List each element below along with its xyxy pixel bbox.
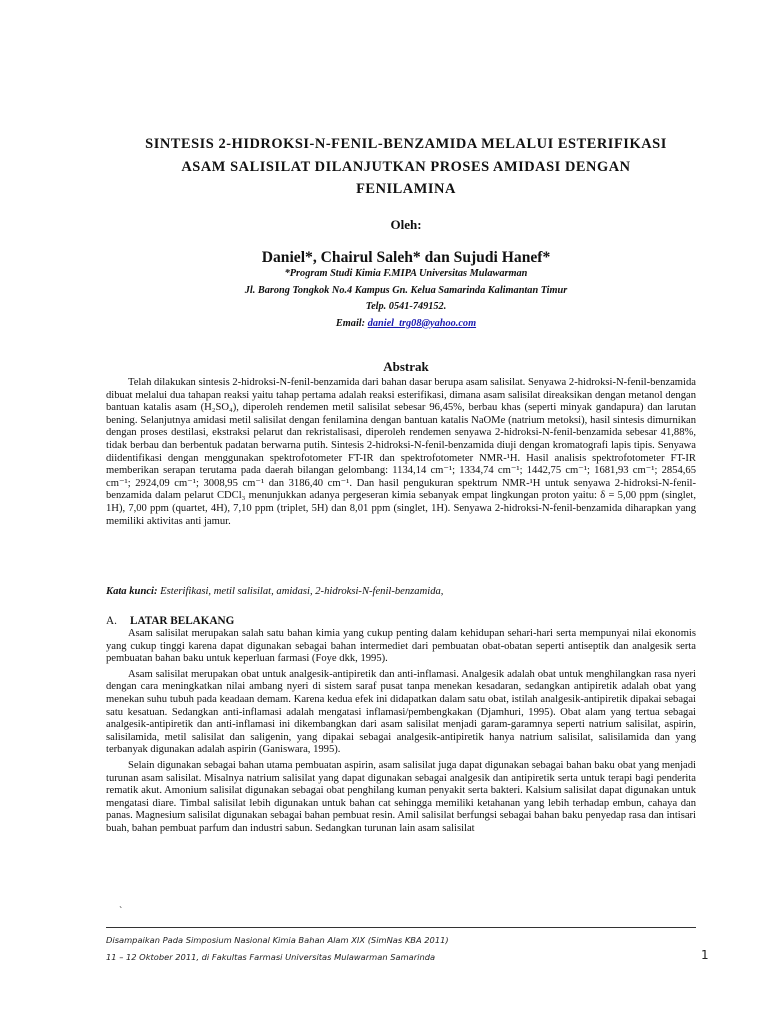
abstract-text: Telah dilakukan sintesis 2-hidroksi-N-fenil-benzamida dari bahan dasar berupa asam salisilat. Senyawa 2-hidroksi-N-fenil-benzamida dibuat melalui dua tahapan reaksi yaitu tahap pertama adalah reaksi esterifikasi, dimana asam salisilat direaksikan dengan metanol dengan bantuan katalis asam (H₂SO₄), diperoleh rendemen metil salisilat sebesar 96,45%, berbau khas (seperti minyak gandapura) dan larutan bening. Selanjutnya amidasi metil salisilat dengan fenilamina dengan bantuan katalis NaOMe (natrium metoksi), hasil sintesis dimurnikan dengan proses destilasi, ekstraksi pelarut dan rekristalisasi, diperoleh rendemen senyawa 2-hidroksi-N-fenil-benzamida sebesar 41,88%, tidak berbau dan berbentuk padatan berwarna putih. Sintesis 2-hidroksi-N-fenil-benzamida diuji dengan kromatografi lapis tipis. Senyawa diidentifikasi dengan menggunakan spektrofotometer FT-IR dan spektrofotometer NMR-¹H. Hasil analisis spektrofotometer FT-IR memberikan serapan terutama pada daerah bilangan gelombang: 1134,14 cm⁻¹; 1334,74 cm⁻¹; 1442,75 cm⁻¹; 1681,93 cm⁻¹; 2854,65 cm⁻¹; 2924,09 cm⁻¹; 3008,95 cm⁻¹ dan 3186,40 cm⁻¹. Dan hasil pengukuran spektrum NMR-¹H untuk senyawa 2-hidroksi-N-fenil-benzamida dalam pelarut CDCl₃ menunjukkan adanya pergeseran kimia sebanyak empat lingkungan proton yaitu: δ = 5,00 ppm (singlet, 1H), 7,00 ppm (quartet, 4H), 7,10 ppm (triplet, 5H) dan 8,01 ppm (singlet, 1H). Senyawa 2-hidroksi-N-fenil-benzamida diharapkan yang memiliki aktivitas anti jamur. (106, 377, 696, 527)
footer-divider (106, 927, 696, 928)
keywords (106, 586, 696, 597)
title-line-3: FENILAMINA (356, 181, 456, 197)
byline: Oleh: (390, 217, 422, 232)
section-title: LATAR BELAKANG (130, 615, 235, 627)
page-number: 1 (701, 948, 709, 962)
title-line-2: ASAM SALISILAT DILANJUTKAN PROSES AMIDASI DENGAN (181, 158, 631, 175)
affiliation-phone: Telp. 0541-749152. (365, 301, 447, 313)
stray-mark: ` (119, 906, 123, 917)
body-paragraph: Selain digunakan sebagai bahan utama pembuatan aspirin, asam salisilat juga dapat digunakan sebagai bahan baku obat yang menjadi turunan asam salisilat. Misalnya natrium salisilat yang dapat digunakan sebagai analgesik dan antipiretik serta untuk terapi bagi penderita rematik akut. Amonium salisilat digunakan sebagai obat penghilang kuman penyakit serta bakteri. Kalsium salisilat dapat digunakan untuk mengatasi diare. Timbal salisilat lebih digunakan untuk bahan cat sehingga memiliki ketahanan yang lebih terhadap embun, cahaya dan panas. Magnesium salisilat digunakan sebagai bahan pembuat resin. Amil salisilat berfungsi sebagai bahan baku penyedap rasa dan intisari buah, bahan pembuat parfum dan industri sabun. Sedangkan turunan lain asam salisilat (106, 759, 696, 834)
email-link[interactable]: daniel_trg08@yahoo.com (367, 317, 477, 329)
section-heading (106, 615, 234, 627)
email-label: Email: (335, 317, 366, 329)
body-paragraph: Asam salisilat merupakan salah satu bahan kimia yang cukup penting dalam kehidupan sehari-hari serta mempunyai nilai ekonomis yang cukup tinggi karena dapat digunakan sebagai bahan intermediet dari pembuatan obat-obatan seperti antiseptik dan analgesik serta pembuatan bahan baku untuk keperluan farmasi (Foye dkk, 1995). (106, 628, 696, 665)
title-line-1: SINTESIS 2-HIDROKSI-N-FENIL-BENZAMIDA MELALUI ESTERIFIKASI (145, 136, 667, 152)
keywords-text: Esterifikasi, metil salisilat, amidasi, 2-hidroksi-N-fenil-benzamida, (160, 586, 444, 597)
affiliation-email-line (106, 316, 706, 333)
paper-title (106, 133, 706, 201)
section-body (106, 628, 696, 839)
affiliation (106, 266, 706, 332)
body-paragraph: Asam salisilat merupakan obat untuk analgesik-antipiretik dan anti-inflamasi. Analgesik adalah obat untuk menghilangkan rasa nyeri dengan cara meningkatkan nilai ambang nyeri di sistem saraf pusat tanpa menekan kesadaran, sedangkan antipiretik adalah obat yang menekan suhu tubuh pada keadaan demam. Karena kedua efek ini didapatkan dalam satu obat, istilah analgesik-antipiretik dipakai sebagai satu kesatuan. Sedangkan anti-inflamasi adalah mengatasi inflamasi/pembengkakan (Djamhuri, 1995). Obat alam yang tertua sebagai analgesik-antipiretik dan anti-inflamasi ini dikembangkan dari asam salisilat menjadi garam-garamnya seperti natrium salisilat, aspirin, salisilamida, metil salisilat dan saligenin, yang dipakai sebagai analgesik-antipiretik hanya natrium salisilat, salisilamida dan yang terbanyak digunakan adalah aspirin (Ganiswara, 1995). (106, 668, 696, 756)
abstract-heading: Abstrak (383, 359, 429, 374)
keywords-label: Kata kunci: (106, 586, 158, 597)
section-number: A. (106, 615, 117, 627)
authors: Daniel*, Chairul Saleh* dan Sujudi Hanef* (261, 249, 551, 266)
footer-line-2: 11 – 12 Oktober 2011, di Fakultas Farmasi Universitas Mulawarman Samarinda (106, 952, 436, 962)
affiliation-address: Jl. Barong Tongkok No.4 Kampus Gn. Kelua Samarinda Kalimantan Timur (244, 284, 568, 296)
footer-line-1: Disampaikan Pada Simposium Nasional Kimia Bahan Alam XIX (SimNas KBA 2011) (106, 935, 449, 945)
affiliation-program: *Program Studi Kimia F.MIPA Universitas Mulawarman (284, 268, 528, 279)
